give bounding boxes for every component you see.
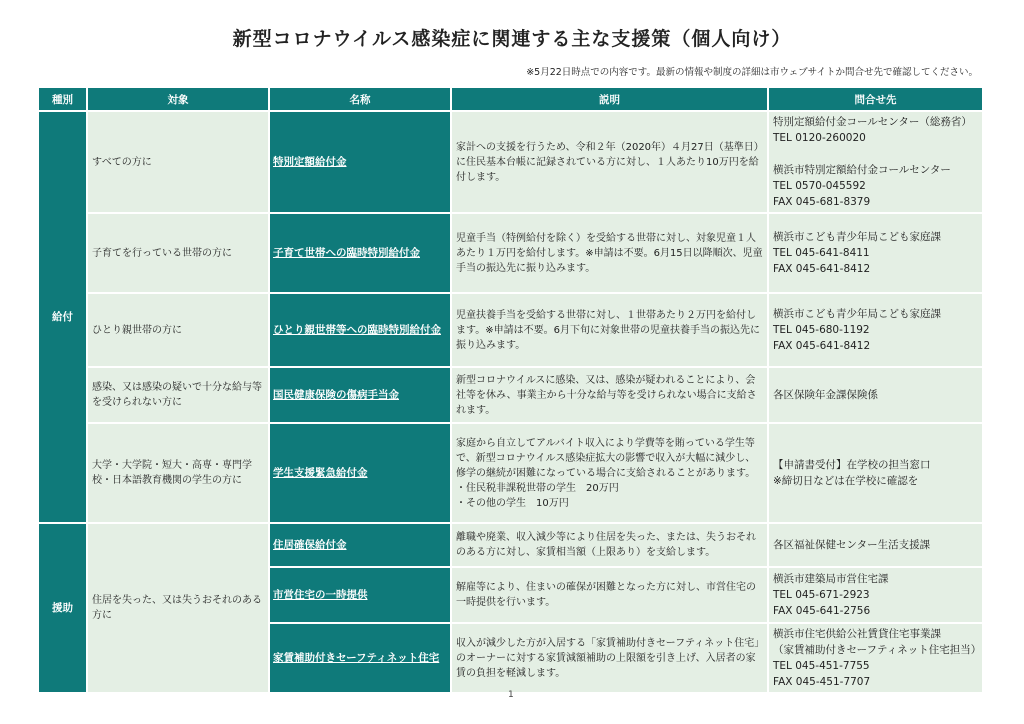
header-description: 説明 — [452, 88, 767, 110]
contact-line: FAX 045-641-2756 — [773, 605, 871, 617]
row-description — [452, 424, 767, 522]
row-description: 児童扶養手当を受給する世帯に対し、１世帯あたり２万円を給付します。※申請は不要。6月下旬に対象世帯の児童扶養手当の振込先に振り込みます。 — [452, 294, 767, 366]
program-link[interactable]: ひとり親世帯等への臨時特別給付金 — [270, 294, 450, 366]
program-link[interactable]: 国民健康保険の傷病手当金 — [270, 368, 450, 422]
row-contact — [769, 424, 982, 522]
contact-line: TEL 045-680-1192 — [773, 324, 870, 336]
table-row — [39, 368, 982, 422]
contact-line: 横浜市こども青少年局こども家庭課 — [773, 231, 941, 243]
row-contact — [769, 524, 982, 566]
contact-line: FAX 045-641-8412 — [773, 340, 871, 352]
row-description: 児童手当（特例給付を除く）を受給する世帯に対し、対象児童１人あたり１万円を給付します。※申請は不要。6月15日以降順次、児童手当の振込先に振り込みます。 — [452, 214, 767, 292]
table-row — [39, 112, 982, 212]
contact-line: 各区福祉保健センター生活支援課 — [773, 539, 931, 551]
contact-line: 横浜市特別定額給付金コールセンター — [773, 164, 951, 176]
table-row — [39, 524, 982, 566]
contact-line: TEL 045-451-7755 — [773, 660, 870, 672]
contact-line: TEL 045-671-2923 — [773, 589, 870, 601]
header-target: 対象 — [88, 88, 268, 110]
contact-line: 各区保険年金課保険係 — [773, 389, 878, 401]
row-contact — [769, 214, 982, 292]
contact-line: FAX 045-681-8379 — [773, 196, 871, 208]
contact-line: 横浜市こども青少年局こども家庭課 — [773, 308, 941, 320]
category-aid: 援助 — [39, 524, 86, 692]
table-row — [39, 294, 982, 366]
support-table — [37, 86, 984, 694]
row-contact — [769, 294, 982, 366]
contact-line: （家賃補助付きセーフティネット住宅担当） — [773, 644, 982, 656]
description-line: ・その他の学生 10万円 — [456, 497, 569, 509]
row-description: 収入が減少した方が入居する「家賃補助付きセーフティネット住宅」のオーナーに対する家賃減額補助の上限額を引き上げ、入居者の家賃の負担を軽減します。 — [452, 624, 767, 692]
contact-line: FAX 045-641-8412 — [773, 263, 871, 275]
description-line: 家庭から自立してアルバイト収入により学費等を賄っている学生等で、新型コロナウイルス感染症拡大の影響で収入が大幅に減少し、修学の継続が困難になっている場合に支給されることがあります。 — [456, 437, 756, 479]
program-link[interactable]: 学生支援緊急給付金 — [270, 424, 450, 522]
row-description: 離職や廃業、収入減少等により住居を失った、または、失うおそれのある方に対し、家賃相当額（上限あり）を支給します。 — [452, 524, 767, 566]
header-category: 種別 — [39, 88, 86, 110]
table-row — [39, 424, 982, 522]
table-header-row — [39, 88, 982, 110]
program-link[interactable]: 子育て世帯への臨時特別給付金 — [270, 214, 450, 292]
row-target: 子育てを行っている世帯の方に — [88, 214, 268, 292]
row-description: 新型コロナウイルスに感染、又は、感染が疑われることにより、会社等を休み、事業主から十分な給与等を受けられない場合に支給されます。 — [452, 368, 767, 422]
row-contact — [769, 624, 982, 692]
header-contact: 問合せ先 — [769, 88, 982, 110]
program-link[interactable]: 市営住宅の一時提供 — [270, 568, 450, 622]
program-link[interactable]: 特別定額給付金 — [270, 112, 450, 212]
row-contact — [769, 368, 982, 422]
program-link[interactable]: 家賃補助付きセーフティネット住宅 — [270, 624, 450, 692]
row-contact — [769, 112, 982, 212]
contact-line: 【申請書受付】在学校の担当窓口 — [773, 459, 931, 471]
row-description: 家計への支援を行うため、令和２年（2020年）４月27日（基準日）に住民基本台帳に記録されている方に対し、１人あたり10万円を給付します。 — [452, 112, 767, 212]
row-target: すべての方に — [88, 112, 268, 212]
contact-line — [773, 146, 978, 162]
description-line: ・住民税非課税世帯の学生 20万円 — [456, 482, 619, 494]
row-target: ひとり親世帯の方に — [88, 294, 268, 366]
contact-line: 横浜市住宅供給公社賃貸住宅事業課 — [773, 628, 941, 640]
table-row — [39, 214, 982, 292]
page-number: 1 — [508, 690, 514, 700]
contact-line: TEL 0570-045592 — [773, 180, 866, 192]
category-benefit: 給付 — [39, 112, 86, 522]
contact-line: 特別定額給付金コールセンター（総務省） — [773, 116, 972, 128]
header-name: 名称 — [270, 88, 450, 110]
row-target: 感染、又は感染の疑いで十分な給与等を受けられない方に — [88, 368, 268, 422]
program-link[interactable]: 住居確保給付金 — [270, 524, 450, 566]
date-note: ※5月22日時点での内容です。最新の情報や制度の詳細は市ウェブサイトか問合せ先で確認してください。 — [526, 67, 978, 78]
contact-line: FAX 045-451-7707 — [773, 676, 871, 688]
contact-line: 横浜市建築局市営住宅課 — [773, 573, 889, 585]
contact-line: ※締切日などは在学校に確認を — [773, 475, 919, 487]
row-target: 住居を失った、又は失うおそれのある方に — [88, 524, 268, 692]
page-title: 新型コロナウイルス感染症に関連する主な支援策（個人向け） — [232, 28, 792, 50]
contact-line: TEL 045-641-8411 — [773, 247, 870, 259]
row-contact — [769, 568, 982, 622]
row-description: 解雇等により、住まいの確保が困難となった方に対し、市営住宅の一時提供を行います。 — [452, 568, 767, 622]
row-target: 大学・大学院・短大・高専・専門学校・日本語教育機関の学生の方に — [88, 424, 268, 522]
contact-line: TEL 0120-260020 — [773, 132, 866, 144]
